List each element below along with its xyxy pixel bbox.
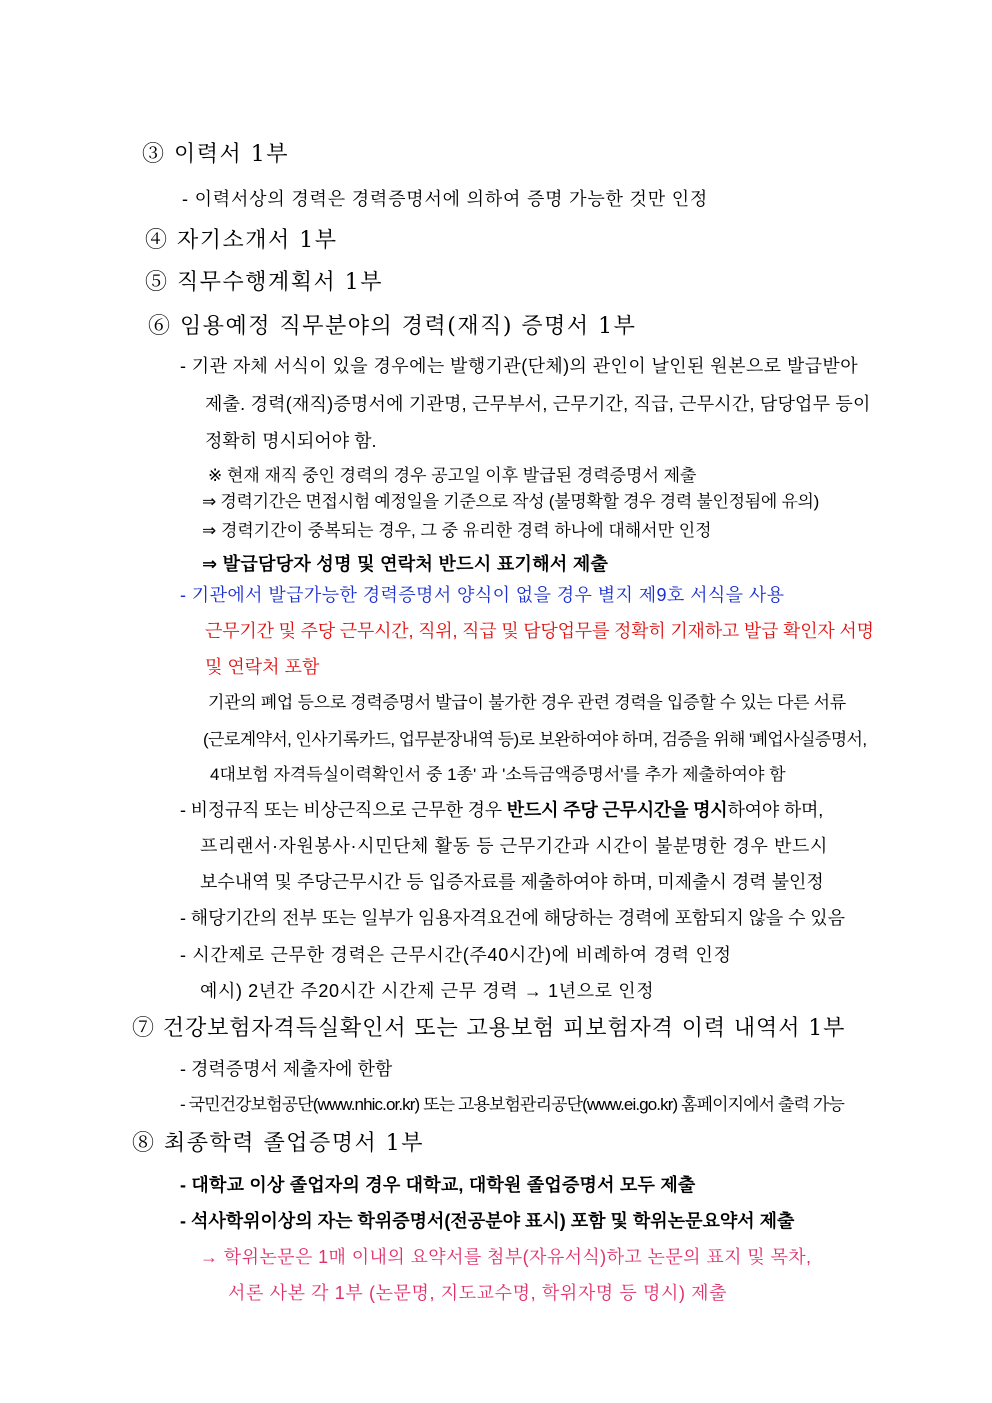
item-7-line: - 경력증명서 제출자에 한함 <box>180 1059 393 1079</box>
item-6-hours-line: - 시간제로 근무한 경력은 근무시간(주40시간)에 비례하여 경력 인정 <box>180 945 732 965</box>
item-7-line: - 국민건강보험공단(www.nhic.or.kr) 또는 고용보험관리공단(www.ei.go.kr) 홈페이지에서 출력 가능 <box>180 1095 844 1114</box>
item-4-title: ④ 자기소개서 1부 <box>145 228 338 253</box>
item-6-blue-line: - 기관에서 발급가능한 경력증명서 양식이 없을 경우 별지 제9호 서식을 사용 <box>180 585 785 605</box>
item-6-parttime-line: 보수내역 및 주당근무시간 등 입증자료를 제출하여야 하며, 미제출시 경력 불인정 <box>200 872 824 892</box>
parttime-suffix: 하여야 하며, <box>727 800 824 820</box>
item-6-note: ※ 현재 재직 중인 경력의 경우 공고일 이후 발급된 경력증명서 제출 <box>208 466 697 485</box>
item-6-para-line: 정확히 명시되어야 함. <box>205 431 377 451</box>
item-6-closure-line: 기관의 폐업 등으로 경력증명서 발급이 불가한 경우 관련 경력을 입증할 수 있는 다른 서류 <box>208 693 846 712</box>
item-6-parttime-line: 프리랜서·자원봉사·시민단체 활동 등 근무기간과 시간이 불분명한 경우 반드시 <box>200 836 829 856</box>
item-3-note: - 이력서상의 경력은 경력증명서에 의하여 증명 가능한 것만 인정 <box>182 189 709 209</box>
item-6-red-line: 및 연락처 포함 <box>205 657 320 677</box>
item-6-closure-line: (근로계약서, 인사기록카드, 업무분장내역 등)로 보완하여야 하며, 검증을 위해 '폐업사실증명서, <box>203 730 867 749</box>
item-6-title: ⑥ 임용예정 직무분야의 경력(재직) 증명서 1부 <box>148 314 637 339</box>
item-6-note: ⇒ 경력기간이 중복되는 경우, 그 중 유리한 경력 하나에 대해서만 인정 <box>202 521 712 540</box>
item-8-line: - 대학교 이상 졸업자의 경우 대학교, 대학원 졸업증명서 모두 제출 <box>180 1175 696 1195</box>
item-7-title: ⑦ 건강보험자격득실확인서 또는 고용보험 피보험자격 이력 내역서 1부 <box>132 1016 846 1041</box>
parttime-prefix: - 비정규직 또는 비상근직으로 근무한 경우 <box>180 800 507 820</box>
item-6-example-line: 예시) 2년간 주20시간 시간제 근무 경력 → 1년으로 인정 <box>200 981 655 1001</box>
item-8-title: ⑧ 최종학력 졸업증명서 1부 <box>132 1131 424 1156</box>
item-6-scope-line: - 해당기간의 전부 또는 일부가 임용자격요건에 해당하는 경력에 포함되지 않을 수 있음 <box>180 908 845 928</box>
item-8-line: - 석사학위이상의 자는 학위증명서(전공분야 표시) 포함 및 학위논문요약서 제출 <box>180 1211 795 1231</box>
item-6-parttime-line <box>180 801 823 819</box>
item-6-para-line: 제출. 경력(재직)증명서에 기관명, 근무부서, 근무기간, 직급, 근무시간, 담당업무 등이 <box>205 394 871 414</box>
item-6-note-bold: ⇒ 발급담당자 성명 및 연락처 반드시 표기해서 제출 <box>202 554 609 574</box>
item-8-arrow-line: → 학위논문은 1매 이내의 요약서를 첨부(자유서식)하고 논문의 표지 및 목차, <box>200 1247 812 1267</box>
item-6-para-line: - 기관 자체 서식이 있을 경우에는 발행기관(단체)의 관인이 날인된 원본으로 발급받아 <box>180 356 858 376</box>
item-6-closure-line: 4대보험 자격득실이력확인서 중 1종' 과 '소득금액증명서'를 추가 제출하여야 함 <box>210 765 786 784</box>
item-8-arrow-line: 서론 사본 각 1부 (논문명, 지도교수명, 학위자명 등 명시) 제출 <box>228 1283 728 1303</box>
item-5-title: ⑤ 직무수행계획서 1부 <box>145 270 384 295</box>
item-6-red-line: 근무기간 및 주당 근무시간, 직위, 직급 및 담당업무를 정확히 기재하고 발급 확인자 서명 <box>205 621 874 641</box>
item-3-title: ③ 이력서 1부 <box>142 142 289 167</box>
item-6-note: ⇒ 경력기간은 면접시험 예정일을 기준으로 작성 (불명확할 경우 경력 불인정됨에 유의) <box>202 492 820 511</box>
parttime-bold: 반드시 주당 근무시간을 명시 <box>506 800 728 820</box>
